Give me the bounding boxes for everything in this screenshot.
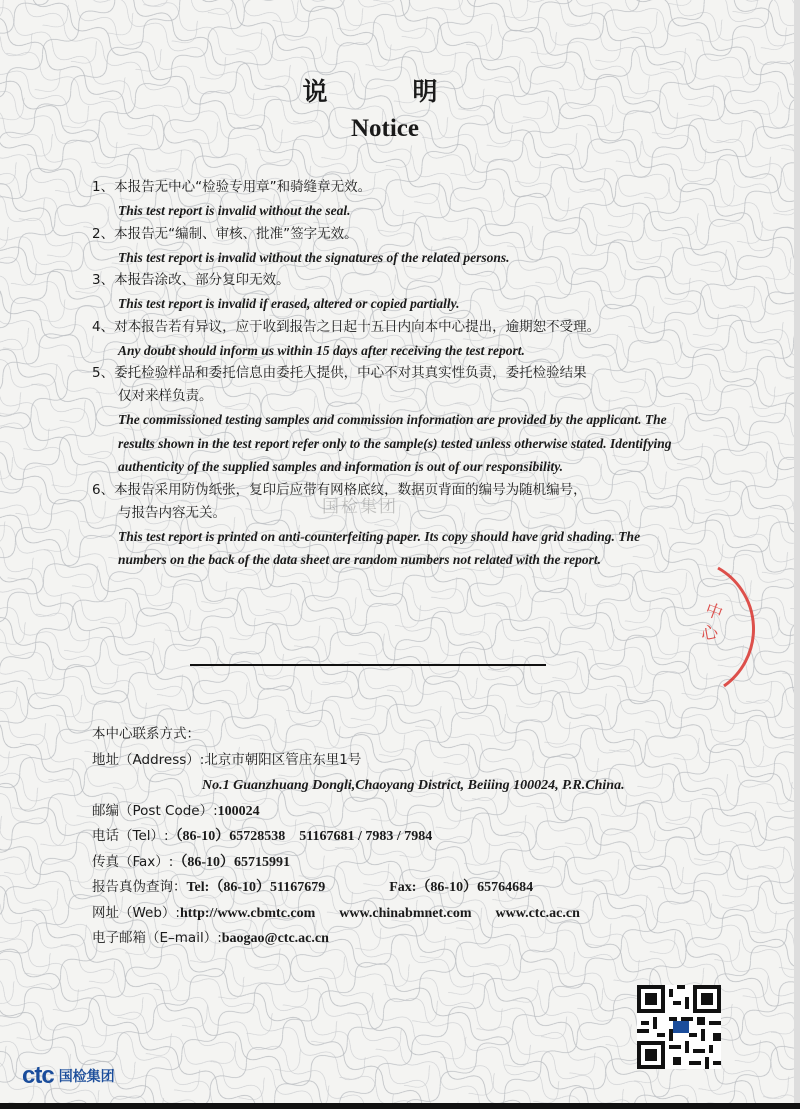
red-seal-stamp [690,562,800,692]
fax-line [92,850,732,876]
tel-label: 电话（Tel）: [92,828,169,844]
item-text-zh-continued: 仅对来样负责。 [118,388,213,404]
item-text-en: This test report is invalid without the seal. [118,203,351,218]
item-text-en: This test report is invalid without the signatures of the related persons. [118,249,510,265]
logo-mark: ctc [22,1062,54,1089]
item-text-en: This test report is printed on anti-counterfeiting paper. Its copy should have grid shading. The numbers on the back of the data sheet are random numbers not related with the report. [118,528,641,567]
web-label: 网址（Web）: [92,904,180,921]
address-line [92,748,732,774]
item-text-zh: 对本报告若有异议，应于收到报告之日起十五日内向本中心提出，逾期恕不受理。 [114,318,601,335]
notice-item-5 [92,362,692,479]
ctc-logo [22,1063,115,1089]
tel-line [92,824,732,850]
section-divider [190,664,546,666]
email-link[interactable]: baogao@ctc.ac.cn [221,931,329,946]
item-text-en: Any doubt should inform us within 15 days after receiving the test report. [118,342,525,358]
fax-value: （86-10）65715991 [173,854,291,870]
web-link-ctc[interactable]: www.ctc.ac.cn [495,905,580,921]
postcode-value: 100024 [217,803,260,819]
web-link-chinabmnet[interactable]: www.chinabmnet.com [339,905,472,921]
notice-item-2 [92,223,692,270]
watermark-text: 国检集团 [322,497,398,517]
qr-code[interactable] [637,985,721,1069]
item-number: 2、 [92,225,115,242]
email-line [92,926,732,952]
page-title-english: Notice [350,115,420,142]
scan-edge-bottom [0,1103,800,1109]
item-text-en: This test report is invalid if erased, altered or copied partially. [118,296,460,311]
logo-name: 国检集团 [58,1069,115,1085]
page-title-chinese: 说 明 [302,77,468,106]
address-chinese: 北京市朝阳区管庄东里1号 [204,751,362,768]
postcode-line [92,799,732,825]
email-label: 电子邮箱（E–mail）: [92,930,222,946]
notice-item-3 [92,269,692,316]
address-english: No.1 Guanzhuang Dongli,Chaoyang District, Beiiing 100024, P.R.China. [202,778,625,793]
verification-label: 报告真伪查询： [92,879,187,895]
verification-line [92,875,732,901]
item-text-zh: 委托检验样品和委托信息由委托人提供，中心不对其真实性负责，委托检验结果 [114,365,587,381]
web-link-cbmtc[interactable]: http://www.cbmtc.com [179,905,316,921]
tel-value: （86-10）65728538 51167681 / 7983 / 7984 [168,829,433,844]
item-text-zh-continued: 与报告内容无关。 [118,504,226,521]
postcode-label: 邮编（Post Code）: [92,802,218,819]
item-text-en: The commissioned testing samples and commission information are provided by the applicant. The results shown in the test report refer only to the sample(s) tested unless otherwise stated. Identifying authenticity of the supplied samples and information is out of our responsibility. [118,412,672,474]
contact-info [92,722,732,952]
item-number: 5、 [92,365,115,381]
notice-item-4 [92,316,692,363]
item-number: 1、 [92,179,115,195]
verification-fax: Fax:（86-10）65764684 [389,880,534,895]
item-text-zh: 本报告涂改、部分复印无效。 [114,272,290,288]
address-label: 地址（Address）: [92,751,205,768]
verification-tel: Tel:（86-10）51167679 [186,880,326,895]
svg-text:心: 心 [699,622,720,645]
item-number: 3、 [92,272,115,288]
item-number: 6、 [92,481,115,498]
item-number: 4、 [92,318,115,335]
item-text-zh: 本报告无“编制、审核、批准”签字无效。 [114,225,358,242]
item-text-zh: 本报告无中心“检验专用章”和骑缝章无效。 [114,179,372,195]
web-line [92,901,732,927]
svg-text:中: 中 [702,599,726,625]
fax-label: 传真（Fax）: [92,853,174,870]
contact-heading: 本中心联系方式： [92,726,200,742]
notice-item-1 [92,176,692,223]
scan-edge [794,0,800,1109]
item-text-zh: 本报告采用防伪纸张，复印后应带有网格底纹，数据页背面的编号为随机编号， [114,481,587,498]
